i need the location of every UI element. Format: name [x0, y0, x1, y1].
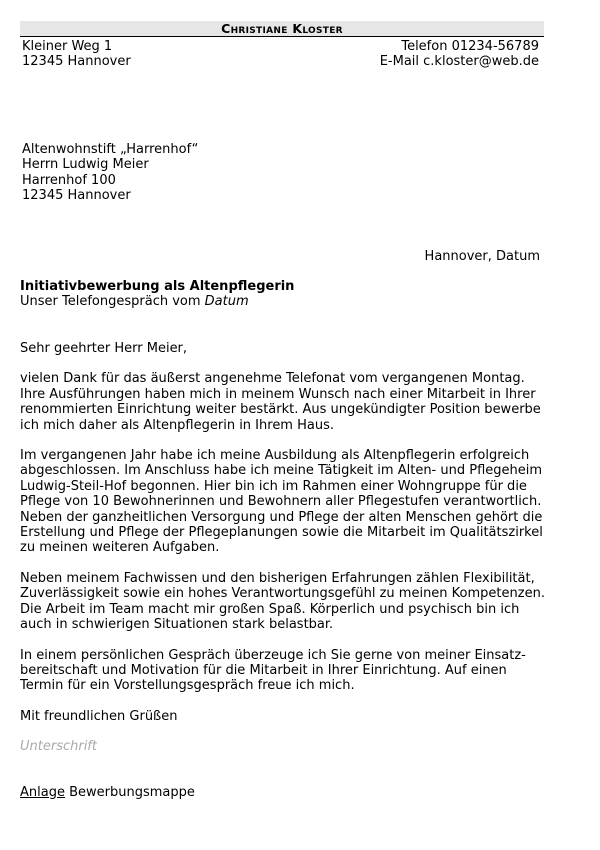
attachment-line	[20, 785, 560, 800]
body-paragraph-2: Im vergangenen Jahr habe ich meine Ausbildung als Altenpflegerin erfolgreich abgeschlossen. Im Anschluss habe ich meine Tätigkeit im Alten- und Pflegeheim Ludwig-Steil-Hof begonnen. Hier bin ich im Rahmen einer Wohngruppe für die Pflege von 10 Bewohnerinnen und Bewohnern aller Pflegestufen verantwortlich. Neben der ganzheitlichen Versorgung und Pflege der alten Menschen gehört die Erstellung und Pflege der Pflegeplanungen sowie die Mitarbeit im Qualitätszirkel zu meinen weiteren Aufgaben.	[20, 448, 543, 556]
letter-date: Hannover, Datum	[424, 249, 540, 264]
attachment-label: Anlage	[20, 784, 65, 800]
body-paragraph-1: vielen Dank für das äußerst angenehme Telefonat vom vergangenen Montag. Ihre Ausführungen haben mich in meinem Wunsch nach einer Mitarbeit in Ihrer renommierten Einrichtung weiter bestärkt. Aus ungekündigter Position bewerbe ich mich daher als Altenpflegerin in Ihrem Haus.	[20, 371, 541, 433]
attachment-text: Bewerbungsmappe	[64, 784, 195, 800]
subject-reference	[20, 294, 294, 309]
reference-date: Datum	[204, 294, 249, 310]
recipient-address	[22, 142, 198, 204]
letter-body	[20, 341, 560, 800]
body-paragraph-3: Neben meinem Fachwissen und den bisherigen Erfahrungen zählen Flexibilität, Zuverlässigkeit sowie ein hohes Verantwortungsgefühl zu meinen Kompetenzen. Die Arbeit im Team macht mir großen Spaß. Körperlich und psychisch bin ich auch in schwierigen Situationen stark belastbar.	[20, 570, 545, 633]
recipient-line-4: 12345 Hannover	[22, 188, 131, 204]
sender-city: 12345 Hannover	[22, 54, 131, 70]
subject-block	[20, 279, 294, 310]
reference-prefix: Unser Telefongespräch vom	[20, 294, 205, 310]
sender-address	[22, 39, 131, 70]
salutation: Sehr geehrter Herr Meier,	[20, 341, 188, 356]
recipient-line-2: Herrn Ludwig Meier	[22, 157, 149, 173]
signature-placeholder: Unterschrift	[20, 739, 97, 755]
sender-street: Kleiner Weg 1	[22, 39, 113, 54]
letterhead-name: Christiane Kloster	[20, 21, 544, 37]
body-paragraph-4: In einem persönlichen Gespräch überzeuge ich Sie gerne von meiner Einsatz- bereitschaft und Motivation für die Mitarbeit in Ihrer Einrichtung. Auf einen Termin für ein Vorstellungsgespräch freue ich mich.	[20, 647, 526, 694]
closing: Mit freundlichen Grüßen	[20, 708, 178, 724]
sender-contact	[380, 39, 539, 70]
subject-title: Initiativbewerbung als Altenpflegerin	[20, 279, 295, 294]
sender-phone: Telefon 01234-56789	[401, 39, 539, 54]
sender-email: E-Mail c.kloster@web.de	[379, 54, 539, 70]
recipient-line-3: Harrenhof 100	[22, 172, 116, 188]
recipient-line-1: Altenwohnstift „Harrenhof“	[22, 142, 199, 157]
